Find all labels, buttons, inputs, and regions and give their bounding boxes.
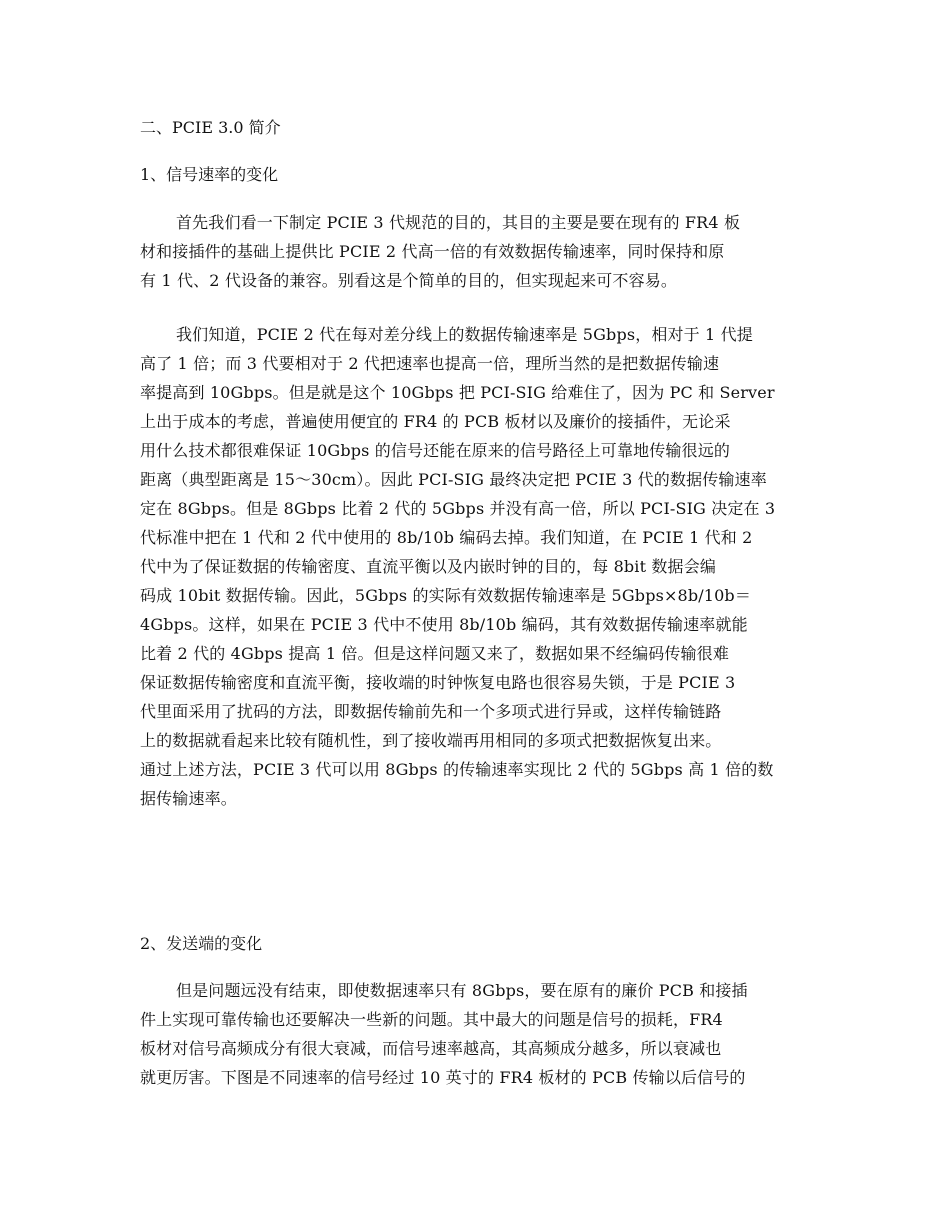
- section1-paragraph-2: [140, 320, 812, 929]
- text-line: 率提高到 10Gbps。但是就是这个 10Gbps 把 PCI-SIG 给难住了，因为 PC 和 Server: [140, 383, 775, 402]
- text-line: [140, 871, 812, 900]
- section2-title: 2、发送端的变化: [140, 934, 263, 953]
- text-line: 代中为了保证数据的传输密度、直流平衡以及内嵌时钟的目的，每 8bit 数据会编: [140, 557, 716, 576]
- text-line: 上的数据就看起来比较有随机性，到了接收端再用相同的多项式把数据恢复出来。: [140, 731, 722, 750]
- section1-paragraph-1: [140, 208, 812, 295]
- text-line: 我们知道，PCIE 2 代在每对差分线上的数据传输速率是 5Gbps，相对于 1 代提: [176, 325, 753, 344]
- section2-paragraph-1: [140, 976, 812, 1092]
- section1-title: 1、信号速率的变化: [140, 165, 279, 184]
- text-line: 定在 8Gbps。但是 8Gbps 比着 2 代的 5Gbps 并没有高一倍，所以 PCI-SIG 决定在 3: [140, 499, 776, 518]
- text-line: 高了 1 倍；而 3 代要相对于 2 代把速率也提高一倍，理所当然的是把数据传输速: [140, 354, 720, 373]
- text-line: 板材对信号高频成分有很大衰减，而信号速率越高，其高频成分越多，所以衰减也: [140, 1039, 722, 1058]
- text-line: 4Gbps。这样，如果在 PCIE 3 代中不使用 8b/10b 编码，其有效数据传输速率就能: [140, 615, 748, 634]
- text-line: 材和接插件的基础上提供比 PCIE 2 代高一倍的有效数据传输速率，同时保持和原: [140, 242, 725, 261]
- text-line: 通过上述方法，PCIE 3 代可以用 8Gbps 的传输速率实现比 2 代的 5Gbps 高 1 倍的数: [140, 760, 774, 779]
- main-heading: 二、PCIE 3.0 简介: [140, 118, 281, 137]
- text-line: [140, 813, 812, 842]
- text-line: 上出于成本的考虑，普遍使用便宜的 FR4 的 PCB 板材以及廉价的接插件，无论采: [140, 412, 731, 431]
- text-line: 但是问题远没有结束，即使数据速率只有 8Gbps，要在原有的廉价 PCB 和接插: [176, 981, 748, 1000]
- text-line: 码成 10bit 数据传输。因此，5Gbps 的实际有效数据传输速率是 5Gbps×8b/10b＝: [140, 586, 751, 605]
- text-line: 件上实现可靠传输也还要解决一些新的问题。其中最大的问题是信号的损耗，FR4: [140, 1010, 723, 1029]
- text-line: 距离（典型距离是 15～30cm）。因此 PCI-SIG 最终决定把 PCIE 3 代的数据传输速率: [140, 470, 767, 489]
- text-line: 代标准中把在 1 代和 2 代中使用的 8b/10b 编码去掉。我们知道，在 PCIE 1 代和 2: [140, 528, 753, 547]
- text-line: [140, 842, 812, 871]
- text-line: [140, 900, 812, 929]
- text-line: 用什么技术都很难保证 10Gbps 的信号还能在原来的信号路径上可靠地传输很远的: [140, 441, 731, 460]
- text-line: 就更厉害。下图是不同速率的信号经过 10 英寸的 FR4 板材的 PCB 传输以后信号的: [140, 1068, 746, 1087]
- text-line: 代里面采用了扰码的方法，即数据传输前先和一个多项式进行异或，这样传输链路: [140, 702, 722, 721]
- text-line: 保证数据传输密度和直流平衡，接收端的时钟恢复电路也很容易失锁，于是 PCIE 3: [140, 673, 736, 692]
- text-line: 首先我们看一下制定 PCIE 3 代规范的目的，其目的主要是要在现有的 FR4 板: [176, 213, 741, 232]
- text-line: 有 1 代、2 代设备的兼容。别看这是个简单的目的，但实现起来可不容易。: [140, 271, 678, 290]
- text-line: 比着 2 代的 4Gbps 提高 1 倍。但是这样问题又来了，数据如果不经编码传输很难: [140, 644, 729, 663]
- text-line: 据传输速率。: [140, 789, 237, 808]
